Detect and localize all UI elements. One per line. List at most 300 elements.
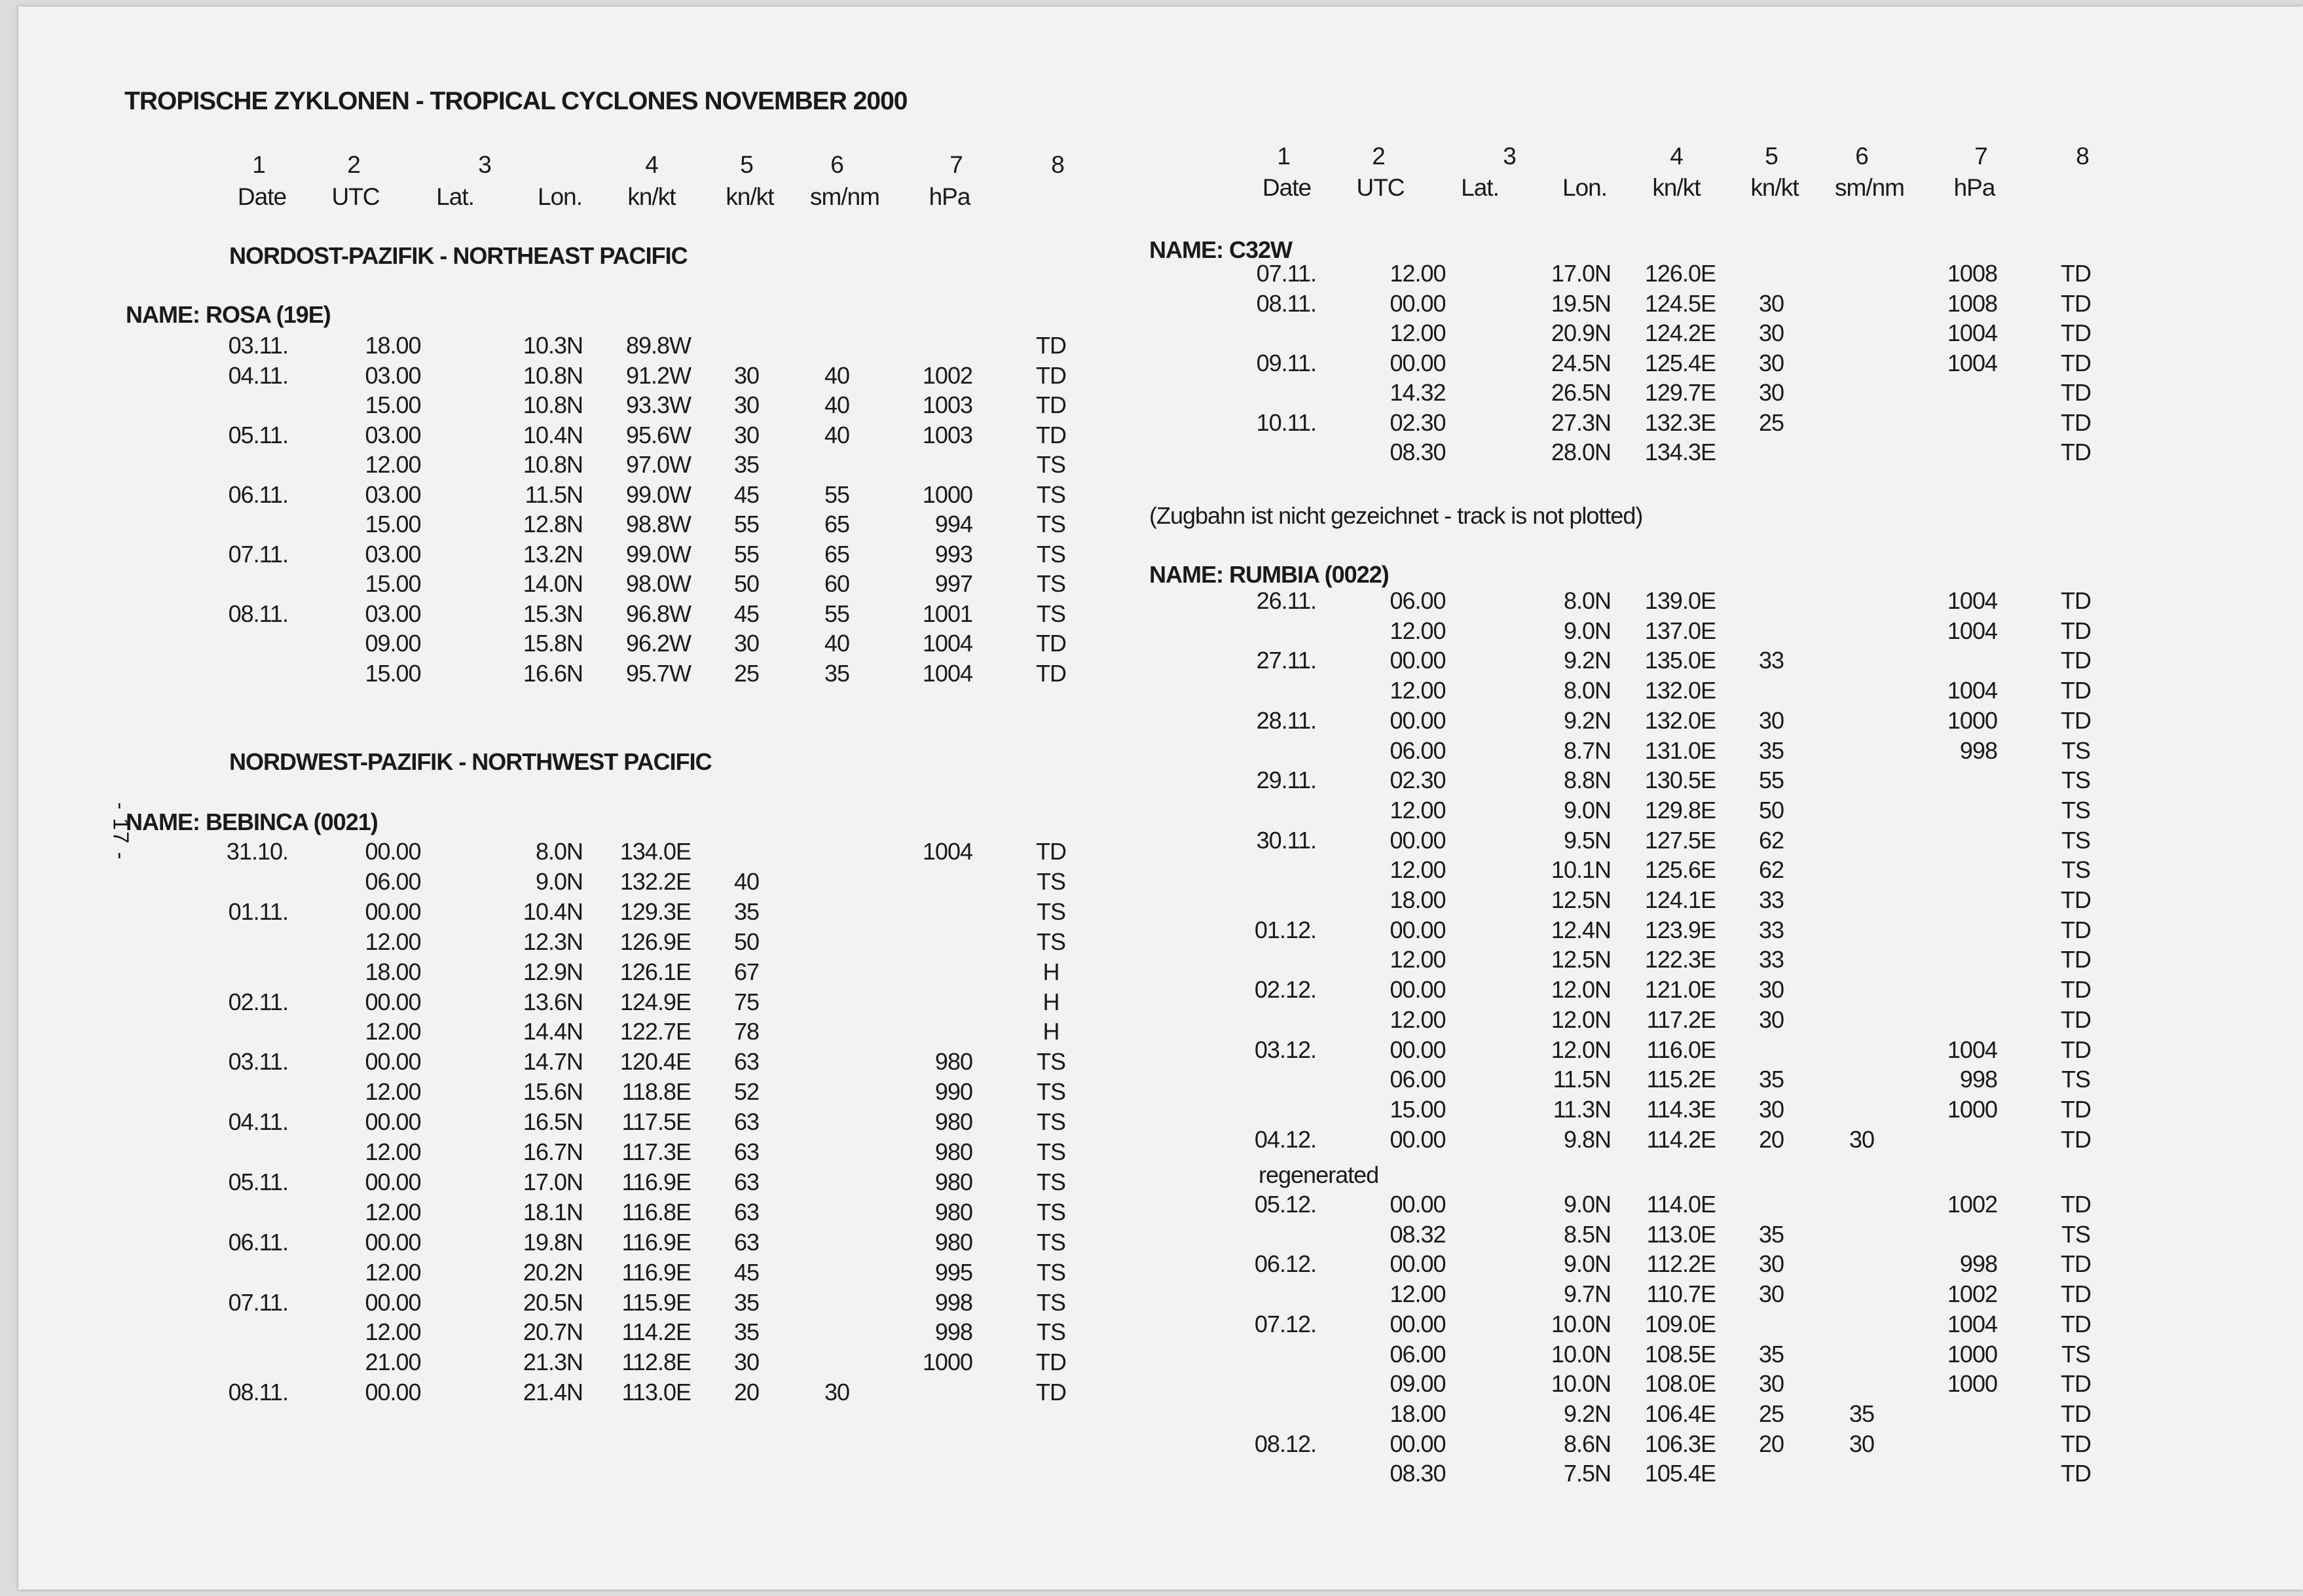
cell-utc: 03.00 (365, 361, 421, 389)
left-col-label: kn/kt (726, 183, 774, 210)
cell-lat: 12.5N (1551, 946, 1611, 973)
cell-utc: 09.00 (1390, 1370, 1446, 1398)
cell-lon: 113.0E (621, 1379, 691, 1406)
right-col-number: 4 (1670, 143, 1683, 170)
left-col-label: sm/nm (810, 183, 879, 210)
right-col-label: UTC (1356, 174, 1405, 201)
cell-date: 08.11. (1256, 289, 1316, 317)
cell-pressure: 1004 (1947, 617, 1997, 644)
cell-utc: 15.00 (1390, 1095, 1446, 1123)
cell-date: 05.12. (1254, 1191, 1316, 1218)
cell-type: TD (1036, 1349, 1066, 1376)
cell-date: 03.11. (228, 332, 288, 359)
cell-date: 31.10. (226, 838, 288, 865)
cell-utc: 12.00 (1390, 1280, 1446, 1308)
cell-pressure: 994 (934, 511, 972, 537)
cell-lat: 11.5N (1553, 1066, 1611, 1093)
cell-lat: 19.5N (1551, 289, 1611, 317)
cell-lon: 126.0E (1644, 260, 1716, 287)
cell-wind: 35 (1758, 1340, 1784, 1368)
cell-utc: 00.00 (1390, 976, 1446, 1004)
cell-lat: 9.0N (1563, 1191, 1611, 1218)
cell-type: TS (2061, 826, 2091, 854)
cell-date: 08.11. (228, 1379, 288, 1406)
cell-wind: 33 (1758, 886, 1784, 913)
cell-lat: 12.5N (1551, 886, 1611, 913)
left-col-label: Lat. (436, 183, 474, 210)
cell-lon: 116.9E (621, 1228, 691, 1256)
cell-lon: 95.7W (625, 659, 691, 687)
cell-lon: 98.0W (625, 570, 691, 597)
cell-lon: 129.8E (1644, 796, 1716, 824)
cell-lat: 10.1N (1551, 856, 1611, 884)
cell-wind: 30 (1758, 379, 1784, 406)
cell-lat: 24.5N (1551, 349, 1611, 376)
cell-lat: 16.5N (523, 1108, 583, 1136)
left-col-number: 1 (252, 151, 265, 178)
cell-utc: 00.00 (1390, 1430, 1446, 1457)
cell-wind: 33 (1758, 916, 1784, 943)
cell-lat: 9.2N (1563, 1400, 1611, 1427)
cell-wind: 30 (1758, 1250, 1784, 1278)
cell-utc: 00.00 (1390, 826, 1446, 854)
cell-pressure: 1000 (1947, 1370, 1997, 1398)
cell-lat: 13.2N (523, 540, 583, 568)
cell-date: 03.12. (1254, 1036, 1316, 1063)
right-col-number: 8 (2076, 143, 2089, 170)
cell-type: TD (2061, 916, 2091, 943)
cell-lon: 131.0E (1644, 736, 1716, 764)
cell-lon: 110.7E (1646, 1280, 1716, 1308)
cell-lat: 10.0N (1551, 1340, 1611, 1368)
right-col-label: hPa (1953, 174, 1995, 201)
cell-utc: 12.00 (365, 1318, 421, 1346)
cell-utc: 12.00 (365, 1078, 421, 1106)
cell-lon: 112.8E (621, 1349, 691, 1376)
cell-utc: 06.00 (365, 867, 421, 895)
cell-wind: 52 (733, 1078, 760, 1106)
cell-utc: 12.00 (365, 1018, 421, 1045)
cell-lat: 16.6N (523, 659, 583, 687)
cell-lat: 10.8N (523, 451, 583, 478)
cell-lon: 114.3E (1646, 1095, 1716, 1123)
cell-date: 04.11. (228, 361, 288, 389)
right-col-label: kn/kt (1652, 174, 1701, 201)
cell-type: TD (2061, 1400, 2091, 1427)
cell-lat: 12.3N (523, 928, 583, 955)
cell-utc: 03.00 (365, 421, 421, 448)
cell-date: 28.11. (1256, 706, 1316, 734)
cell-lon: 109.0E (1644, 1310, 1716, 1337)
cell-pressure: 1000 (1947, 706, 1997, 734)
right-col-number: 1 (1277, 143, 1290, 170)
cell-utc: 00.00 (1390, 647, 1446, 674)
cell-utc: 03.00 (365, 481, 421, 508)
cell-lon: 124.2E (1644, 319, 1716, 346)
cell-pressure: 980 (934, 1108, 972, 1136)
cell-utc: 06.00 (1390, 1340, 1446, 1368)
cell-lat: 9.7N (1563, 1280, 1611, 1308)
storm-name-c32w: NAME: C32W (1149, 236, 1293, 263)
cell-date: 02.12. (1254, 976, 1316, 1004)
right-col-number: 6 (1855, 143, 1868, 170)
cell-wind: 35 (733, 451, 760, 478)
cell-type: TD (2061, 1125, 2091, 1153)
cell-utc: 12.00 (365, 1258, 421, 1286)
cell-utc: 02.30 (1390, 767, 1446, 794)
cell-wind: 25 (1758, 408, 1784, 436)
page-title: TROPISCHE ZYKLONEN - TROPICAL CYCLONES NOVEMBER 2000 (124, 87, 908, 115)
cell-type: H (1042, 1018, 1059, 1045)
cell-type: TS (1036, 451, 1066, 478)
cell-lon: 97.0W (625, 451, 691, 478)
cell-utc: 12.00 (365, 1198, 421, 1225)
cell-wind: 35 (733, 1288, 760, 1316)
cell-date: 04.11. (228, 1108, 288, 1136)
cell-wind: 55 (733, 511, 760, 537)
cell-date: 27.11. (1256, 647, 1316, 674)
cell-date: 07.11. (228, 1288, 288, 1316)
cell-date: 06.11. (228, 1228, 288, 1256)
cell-pressure: 1004 (922, 838, 972, 865)
cell-utc: 08.32 (1390, 1220, 1446, 1248)
cell-date: 01.12. (1254, 916, 1316, 943)
cell-lat: 12.4N (1551, 916, 1611, 943)
cell-lon: 124.5E (1644, 289, 1716, 317)
cell-wind: 30 (1758, 1370, 1784, 1398)
cell-type: TS (1036, 1108, 1066, 1136)
cell-utc: 12.00 (1390, 617, 1446, 644)
cell-lon: 123.9E (1644, 916, 1716, 943)
cell-lon: 96.8W (625, 600, 691, 627)
left-column (0, 0, 1113, 1596)
cell-wind: 55 (733, 540, 760, 568)
cell-lat: 12.0N (1551, 976, 1611, 1004)
cell-pressure: 993 (934, 540, 972, 568)
left-col-label: hPa (929, 183, 970, 210)
cell-wind: 75 (733, 988, 760, 1015)
left-col-label: Date (237, 183, 287, 210)
cell-lon: 89.8W (625, 332, 691, 359)
cell-pressure: 980 (934, 1138, 972, 1165)
cell-type: TS (1036, 481, 1066, 508)
cell-lon: 129.3E (619, 898, 691, 925)
cell-lon: 118.8E (621, 1078, 691, 1106)
cell-lat: 15.8N (523, 630, 583, 657)
cell-lon: 99.0W (625, 540, 691, 568)
cell-pressure: 998 (934, 1318, 972, 1346)
cell-lon: 124.1E (1644, 886, 1716, 913)
right-col-number: 7 (1974, 143, 1987, 170)
cell-utc: 00.00 (365, 898, 421, 925)
cell-wind: 30 (1758, 976, 1784, 1004)
right-col-label: Date (1262, 174, 1312, 201)
cell-lon: 135.0E (1644, 647, 1716, 674)
cell-lon: 132.2E (619, 867, 691, 895)
cell-wind: 30 (733, 1349, 760, 1376)
cell-radius: 30 (1849, 1430, 1875, 1457)
cell-type: TD (2061, 1250, 2091, 1278)
cell-type: TS (2061, 856, 2091, 884)
cell-lon: 120.4E (619, 1048, 691, 1076)
cell-type: TD (1036, 361, 1066, 389)
cell-wind: 40 (733, 867, 760, 895)
cell-type: TD (2061, 677, 2091, 704)
cell-wind: 50 (1758, 796, 1784, 824)
cell-type: TS (1036, 511, 1066, 537)
cell-date: 06.11. (228, 481, 288, 508)
cell-lon: 132.3E (1644, 408, 1716, 436)
cell-pressure: 1004 (922, 659, 972, 687)
cell-type: TD (2061, 379, 2091, 406)
cell-pressure: 1002 (1947, 1191, 1997, 1218)
cell-lat: 8.8N (1563, 767, 1611, 794)
cell-lon: 126.1E (619, 958, 691, 985)
cell-type: TD (1036, 332, 1066, 359)
cell-lon: 139.0E (1644, 587, 1716, 614)
cell-date: 07.11. (1256, 260, 1316, 287)
cell-utc: 12.00 (1390, 946, 1446, 973)
cell-type: TS (1036, 1318, 1066, 1346)
cell-type: TS (2061, 767, 2091, 794)
cell-radius: 55 (824, 600, 850, 627)
cell-lon: 134.3E (1644, 439, 1716, 465)
cell-lat: 20.7N (523, 1318, 583, 1346)
cell-pressure: 1004 (1947, 1310, 1997, 1337)
cell-lon: 113.0E (1646, 1220, 1716, 1248)
cell-date: 29.11. (1256, 767, 1316, 794)
cell-date: 04.12. (1254, 1125, 1316, 1153)
cell-lon: 106.4E (1644, 1400, 1716, 1427)
cell-type: TD (2061, 886, 2091, 913)
cell-utc: 00.00 (1390, 916, 1446, 943)
cell-lon: 137.0E (1644, 617, 1716, 644)
cell-lon: 108.5E (1644, 1340, 1716, 1368)
cell-pressure: 980 (934, 1048, 972, 1076)
cell-lon: 130.5E (1644, 767, 1716, 794)
cell-date: 06.12. (1254, 1250, 1316, 1278)
cell-lon: 114.2E (1646, 1125, 1716, 1153)
region-heading-northwest-pacific: NORDWEST-PAZIFIK - NORTHWEST PACIFIC (229, 748, 712, 775)
cell-wind: 63 (733, 1048, 760, 1076)
cell-wind: 35 (733, 898, 760, 925)
cell-type: TS (1036, 1258, 1066, 1286)
cell-utc: 14.32 (1390, 379, 1446, 406)
cell-utc: 00.00 (365, 1168, 421, 1195)
cell-type: H (1042, 958, 1059, 985)
cell-type: TD (2061, 439, 2091, 465)
cell-radius: 65 (824, 511, 850, 537)
cell-lat: 15.3N (523, 600, 583, 627)
cell-type: TD (1036, 391, 1066, 418)
cell-wind: 35 (1758, 736, 1784, 764)
cell-lon: 121.0E (1644, 976, 1716, 1004)
regenerated-note: regenerated (1259, 1161, 1379, 1188)
cell-lon: 125.4E (1644, 349, 1716, 376)
cell-type: TD (1036, 838, 1066, 865)
cell-radius: 40 (824, 391, 850, 418)
cell-lat: 20.9N (1551, 319, 1611, 346)
cell-utc: 00.00 (1390, 1250, 1446, 1278)
cell-lat: 14.0N (523, 570, 583, 597)
right-col-label: sm/nm (1835, 174, 1904, 201)
cell-lat: 10.8N (523, 391, 583, 418)
cell-lon: 129.7E (1644, 379, 1716, 406)
cell-lat: 9.0N (1563, 1250, 1611, 1278)
cell-type: TD (2061, 1430, 2091, 1457)
cell-type: H (1042, 988, 1059, 1015)
cell-lon: 122.7E (619, 1018, 691, 1045)
cell-lat: 21.4N (523, 1379, 583, 1406)
cell-type: TS (1036, 540, 1066, 568)
cell-lat: 9.0N (1563, 617, 1611, 644)
cell-lon: 112.2E (1646, 1250, 1716, 1278)
cell-lon: 106.3E (1644, 1430, 1716, 1457)
cell-type: TS (1036, 1078, 1066, 1106)
cell-pressure: 1000 (1947, 1095, 1997, 1123)
cell-pressure: 1000 (1947, 1340, 1997, 1368)
cell-pressure: 997 (934, 570, 972, 597)
cell-utc: 15.00 (365, 659, 421, 687)
cell-lon: 95.6W (625, 421, 691, 448)
cell-pressure: 1001 (922, 600, 972, 627)
cell-pressure: 998 (1959, 736, 1997, 764)
cell-type: TD (1036, 421, 1066, 448)
cell-type: TS (1036, 1198, 1066, 1225)
cell-lon: 117.5E (621, 1108, 691, 1136)
cell-type: TD (2061, 1006, 2091, 1033)
cell-lat: 10.4N (523, 898, 583, 925)
cell-lat: 14.4N (523, 1018, 583, 1045)
left-col-label: kn/kt (627, 183, 676, 210)
cell-radius: 30 (1849, 1125, 1875, 1153)
cell-utc: 18.00 (365, 958, 421, 985)
cell-lon: 116.0E (1646, 1036, 1716, 1063)
cell-utc: 00.00 (365, 1228, 421, 1256)
cell-utc: 21.00 (365, 1349, 421, 1376)
cell-lon: 117.3E (621, 1138, 691, 1165)
cell-date: 07.12. (1254, 1310, 1316, 1337)
cell-lon: 125.6E (1644, 856, 1716, 884)
cell-type: TD (2061, 1310, 2091, 1337)
cell-wind: 30 (1758, 1095, 1784, 1123)
cell-type: TD (2061, 1095, 2091, 1123)
left-col-number: 5 (740, 151, 753, 178)
cell-wind: 45 (733, 481, 760, 508)
cell-pressure: 998 (934, 1288, 972, 1316)
cell-lat: 8.7N (1563, 736, 1611, 764)
cell-lon: 115.9E (621, 1288, 691, 1316)
cell-lon: 134.0E (619, 838, 691, 865)
cell-pressure: 1004 (1947, 1036, 1997, 1063)
cell-lat: 16.7N (523, 1138, 583, 1165)
cell-lat: 9.2N (1563, 706, 1611, 734)
cell-utc: 12.00 (1390, 677, 1446, 704)
cell-lat: 11.5N (525, 481, 583, 508)
cell-lon: 122.3E (1644, 946, 1716, 973)
cell-lat: 12.9N (523, 958, 583, 985)
cell-type: TS (2061, 1340, 2091, 1368)
cell-utc: 08.30 (1390, 439, 1446, 465)
cell-type: TD (2061, 408, 2091, 436)
cell-pressure: 998 (1959, 1250, 1997, 1278)
cell-type: TD (1036, 659, 1066, 687)
cell-radius: 40 (824, 421, 850, 448)
cell-wind: 30 (733, 421, 760, 448)
cell-utc: 00.00 (1390, 1191, 1446, 1218)
cell-type: TD (2061, 319, 2091, 346)
cell-wind: 30 (733, 391, 760, 418)
cell-wind: 50 (733, 928, 760, 955)
cell-date: 08.12. (1254, 1430, 1316, 1457)
cell-utc: 02.30 (1390, 408, 1446, 436)
cell-wind: 30 (733, 361, 760, 389)
left-col-number: 7 (949, 151, 963, 178)
cell-wind: 30 (1758, 319, 1784, 346)
cell-type: TS (2061, 736, 2091, 764)
cell-pressure: 1000 (922, 481, 972, 508)
cell-lat: 17.0N (523, 1168, 583, 1195)
cell-type: TS (1036, 898, 1066, 925)
cell-pressure: 1004 (1947, 349, 1997, 376)
cell-lat: 8.0N (1563, 587, 1611, 614)
cell-utc: 12.00 (365, 928, 421, 955)
cell-lat: 9.2N (1563, 647, 1611, 674)
cell-pressure: 1004 (1947, 587, 1997, 614)
cell-type: TD (2061, 617, 2091, 644)
cell-type: TD (2061, 706, 2091, 734)
cell-lon: 91.2W (625, 361, 691, 389)
cell-pressure: 1008 (1947, 289, 1997, 317)
cell-type: TD (2061, 260, 2091, 287)
left-col-label: UTC (331, 183, 380, 210)
cell-lat: 8.6N (1563, 1430, 1611, 1457)
cell-radius: 40 (824, 630, 850, 657)
cell-pressure: 1004 (1947, 677, 1997, 704)
cell-lat: 8.0N (1563, 677, 1611, 704)
left-col-number: 2 (347, 151, 360, 178)
cell-lat: 12.0N (1551, 1036, 1611, 1063)
cell-pressure: 1004 (922, 630, 972, 657)
cell-type: TS (1036, 867, 1066, 895)
cell-lat: 14.7N (523, 1048, 583, 1076)
cell-lat: 9.5N (1563, 826, 1611, 854)
cell-lat: 8.0N (535, 838, 583, 865)
cell-utc: 18.00 (1390, 1400, 1446, 1427)
cell-wind: 25 (1758, 1400, 1784, 1427)
cell-radius: 55 (824, 481, 850, 508)
cell-date: 30.11. (1256, 826, 1316, 854)
cell-utc: 00.00 (365, 1379, 421, 1406)
cell-utc: 09.00 (365, 630, 421, 657)
left-col-number: 3 (478, 151, 491, 178)
cell-wind: 63 (733, 1228, 760, 1256)
cell-date: 26.11. (1256, 587, 1316, 614)
cell-utc: 00.00 (365, 1108, 421, 1136)
cell-pressure: 1000 (922, 1349, 972, 1376)
cell-wind: 63 (733, 1168, 760, 1195)
cell-wind: 45 (733, 1258, 760, 1286)
cell-lon: 127.5E (1644, 826, 1716, 854)
cell-type: TS (1036, 1168, 1066, 1195)
cell-radius: 35 (824, 659, 850, 687)
cell-utc: 12.00 (1390, 796, 1446, 824)
cell-wind: 67 (733, 958, 760, 985)
cell-utc: 12.00 (1390, 319, 1446, 346)
cell-date: 10.11. (1256, 408, 1316, 436)
cell-radius: 60 (824, 570, 850, 597)
cell-lon: 114.2E (621, 1318, 691, 1346)
